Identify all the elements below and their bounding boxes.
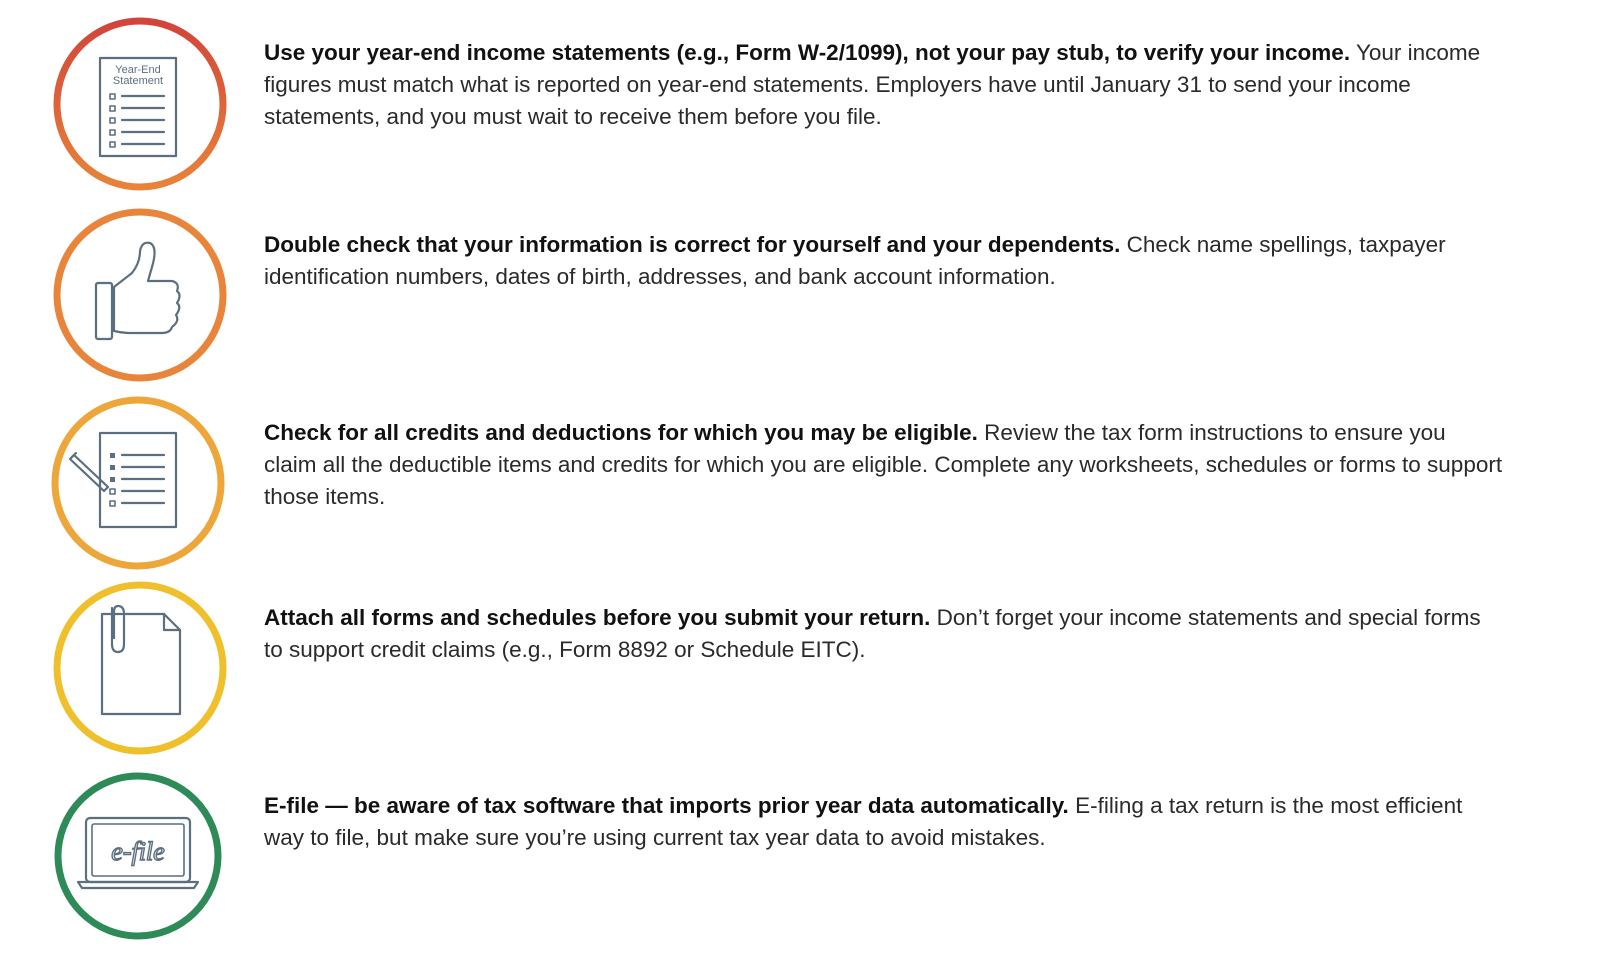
tip-body: Review the tax form instructions to ensure you claim all the deductible items and credits for which you are eligible. Complete any worksheets, schedules or forms to support those items.: [264, 420, 1503, 509]
tip-body: Don’t forget your income statements and special forms to support credit claims (e.g., Form 8892 or Schedule EITC).: [264, 605, 1481, 662]
tip-lead: E-file — be aware of tax software that imports prior year data automatically.: [264, 793, 1069, 818]
tip-text: [264, 790, 1504, 854]
tip-lead: Double check that your information is correct for yourself and your dependents.: [264, 232, 1121, 257]
year-end-statement-icon: [52, 16, 228, 192]
tip-badge: [52, 207, 228, 383]
tip-body: Check name spellings, taxpayer identification numbers, dates of birth, addresses, and bank account information.: [264, 232, 1446, 289]
tip-text: [264, 37, 1504, 133]
tip-badge: [52, 16, 228, 192]
tip-badge: [50, 768, 226, 944]
tip-text: [264, 602, 1504, 666]
tip-body: E-filing a tax return is the most efficient way to file, but make sure you’re using current tax year data to avoid mistakes.: [264, 793, 1463, 850]
thumbs-up-icon: [52, 207, 228, 383]
e-file-label: e-file: [111, 837, 165, 866]
tip-body: Your income figures must match what is reported on year-end statements. Employers have until January 31 to send your income statements, and you must wait to receive them before you file.: [264, 40, 1481, 129]
e-file-laptop-icon: [50, 768, 226, 944]
tip-lead: Attach all forms and schedules before you submit your return.: [264, 605, 931, 630]
tip-text: [264, 229, 1504, 293]
tip-badge: [50, 395, 226, 571]
checklist-pen-icon: [50, 395, 226, 571]
tip-lead: Use your year-end income statements (e.g., Form W-2/1099), not your pay stub, to verify your income.: [264, 40, 1351, 65]
icon-label-line1: Year-End: [115, 64, 161, 76]
paperclip-document-icon: [52, 580, 228, 756]
tip-badge: [52, 580, 228, 756]
icon-label-line2: Statement: [112, 75, 164, 87]
tip-text: [264, 417, 1504, 513]
tip-lead: Check for all credits and deductions for which you may be eligible.: [264, 420, 978, 445]
